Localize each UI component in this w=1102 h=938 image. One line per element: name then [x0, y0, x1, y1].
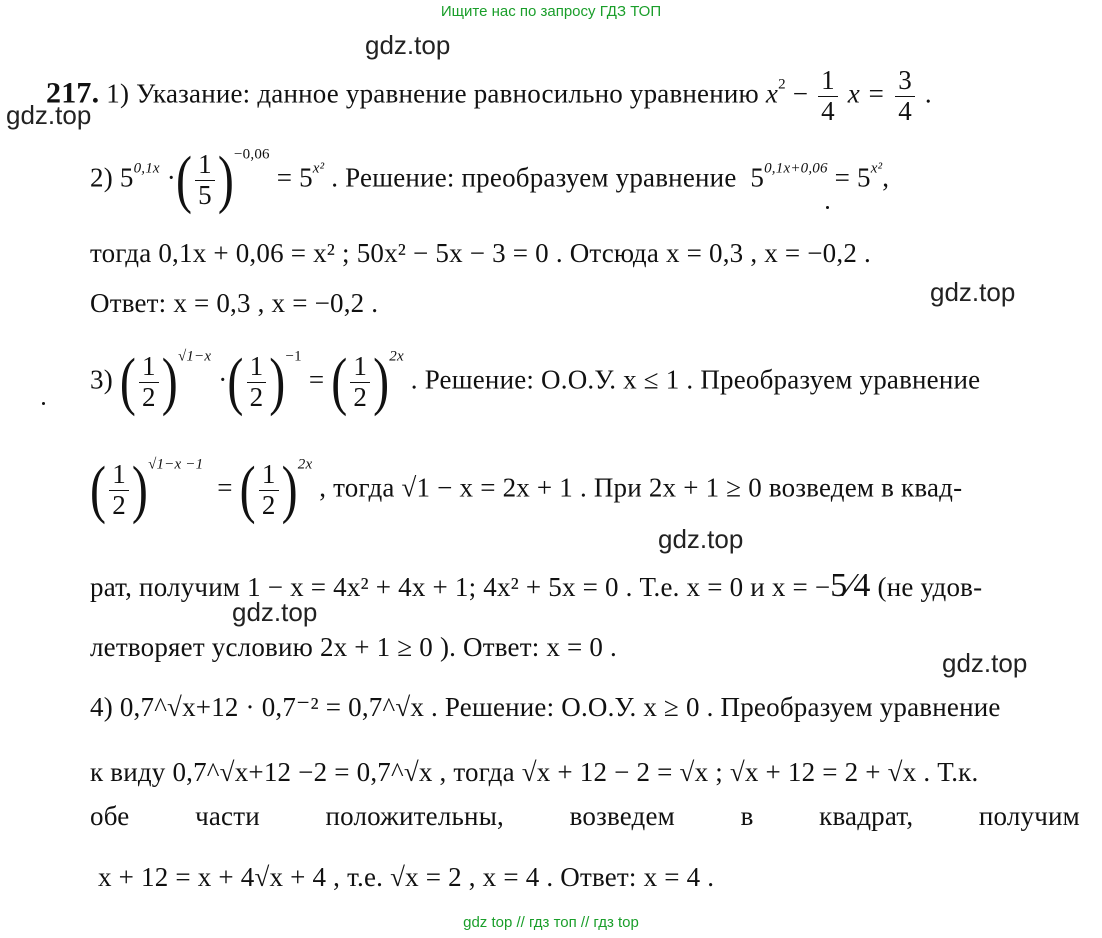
stray-dot — [826, 206, 829, 209]
search-hint-banner[interactable]: Ищите нас по запросу ГДЗ ТОП — [440, 3, 662, 20]
solution-text: . Решение: О.О.У. x ≤ 1 . Преобразуем уравнение — [410, 364, 981, 395]
fraction-five-quarters: 5⁄4 — [830, 567, 871, 604]
hint-text: 1) Указание: данное уравнение равносильно уравнению — [106, 78, 759, 109]
problem-line-1: 217. 1) Указание: данное уравнение равносильно уравнению $x^2$ − $\frac{1}{4}$ x = $\frac{3}{4}$ . — [46, 65, 932, 126]
fraction-one-fifth: $\frac{1}{5}$ — [195, 150, 215, 210]
equation-part: 5 — [750, 162, 765, 193]
watermark: gdz.top — [365, 30, 451, 60]
problem-line-12: x + 12 = x + 4√x + 4 , т.е. √x = 2 , x = 4 . Ответ: x = 4 . — [98, 862, 715, 892]
problem-number: 217. — [46, 76, 100, 110]
stray-dot — [42, 402, 45, 405]
equation-part: 5 — [119, 162, 134, 193]
equation-part: = 5 — [276, 162, 313, 193]
problem-line-9: 4) 0,7^√x+12 · 0,7⁻² = 0,7^√x . Решение: О.О.У. x ≥ 0 . Преобразуем уравнение — [90, 692, 1001, 722]
problem-line-2: 2) $5^{0,1x}$ ·( $\frac{1}{5}$ )$^{-0,06} = 5^{x^2}$ . Решение: преобразуем уравнение $5^{0,1x+0,06} = 5^{x^2}$, — [90, 143, 890, 216]
problem-line-3: тогда 0,1x + 0,06 = x² ; 50x² − 5x − 3 = 0 . Отсюда x = 0,3 , x = −0,2 . — [90, 238, 871, 268]
fraction-one-half: $\frac{1}{2}$ — [259, 460, 279, 520]
equation-part: = 5 — [834, 162, 871, 193]
fraction-one-quarter: $\frac{1}{4}$ — [818, 66, 838, 126]
watermark: gdz.top — [942, 648, 1028, 678]
problem-line-10: к виду 0,7^√x+12 −2 = 0,7^√x , тогда √x + 12 − 2 = √x ; √x + 12 = 2 + √x . Т.к. — [90, 757, 979, 787]
problem-line-6: ( $\frac{1}{2}$ )$^{√1-x -1}$ = ( $\frac{1}{2}$ )$^{2x}$ , тогда √1 − x = 2x + 1 . При 2x + 1 ≥ 0 возведем в квад- — [90, 453, 963, 526]
fraction-one-half: $\frac{1}{2}$ — [109, 460, 129, 520]
watermark: gdz.top — [6, 100, 92, 130]
problem-line-8: летворяет условию 2x + 1 ≥ 0 ). Ответ: x = 0 . — [90, 632, 617, 662]
footer-links[interactable]: gdz top // гдз топ // гдз top — [463, 914, 639, 931]
problem-line-4: Ответ: x = 0,3 , x = −0,2 . — [90, 288, 379, 318]
watermark: gdz.top — [658, 524, 744, 554]
solution-text: , тогда √1 − x = 2x + 1 . При 2x + 1 ≥ 0 возведем в квад- — [319, 472, 963, 503]
equation-part: − — [792, 78, 809, 109]
problem-line-5: 3) ( $\frac{1}{2}$ )$^{√1-x}$ ·( $\frac{1}{2}$ )$^{-1}$ = ( $\frac{1}{2}$ )$^{2x}$ . Решение: О.О.У. x ≤ 1 . Преобразуем уравнение — [90, 345, 981, 418]
fraction-one-half: $\frac{1}{2}$ — [247, 352, 267, 412]
fraction-three-quarters: $\frac{3}{4}$ — [895, 66, 915, 126]
solution-text: . Решение: преобразуем уравнение — [331, 162, 737, 193]
fraction-one-half: $\frac{1}{2}$ — [350, 352, 370, 412]
item-label: 3) — [90, 364, 113, 395]
watermark: gdz.top — [232, 597, 318, 627]
equation-part: x — [765, 78, 779, 109]
fraction-one-half: $\frac{1}{2}$ — [139, 352, 159, 412]
watermark: gdz.top — [930, 277, 1016, 307]
problem-line-11: обе части положительны, возведем в квадрат, получим — [90, 801, 1080, 831]
item-label: 2) — [90, 162, 113, 193]
problem-line-7: рат, получим 1 − x = 4x² + 4x + 1; 4x² + 5x = 0 . Т.е. x = 0 и x = −5⁄4 (не удов- — [90, 567, 983, 604]
equation-part: x = — [847, 78, 886, 109]
